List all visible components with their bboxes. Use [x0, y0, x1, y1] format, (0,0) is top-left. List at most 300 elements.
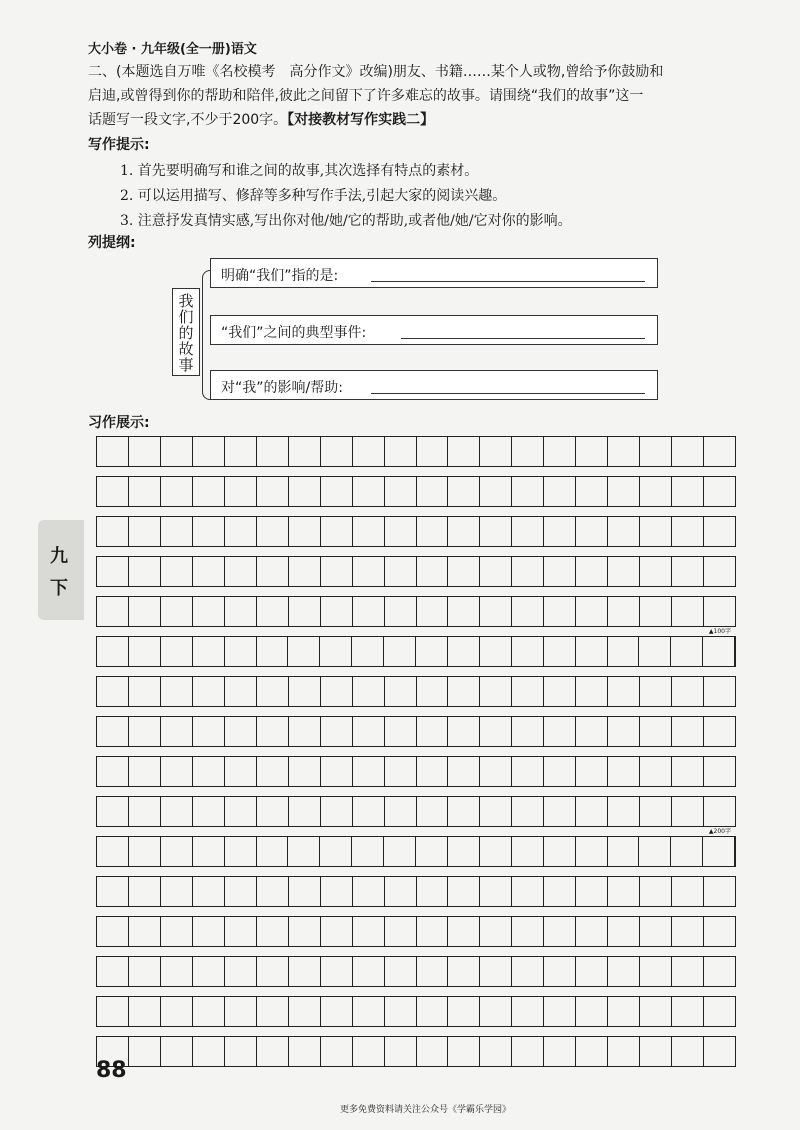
grid-cell[interactable] [193, 917, 225, 946]
grid-cell[interactable] [129, 877, 161, 906]
grid-cell[interactable] [225, 557, 257, 586]
grid-cell[interactable] [225, 677, 257, 706]
grid-cell[interactable] [448, 837, 480, 866]
grid-cell[interactable] [129, 837, 161, 866]
grid-cell[interactable] [257, 437, 289, 466]
grid-cell[interactable] [257, 837, 289, 866]
grid-cell[interactable] [608, 957, 640, 986]
grid-cell[interactable] [448, 1037, 480, 1066]
grid-cell[interactable] [97, 797, 129, 826]
grid-cell[interactable] [448, 557, 480, 586]
grid-cell[interactable] [289, 597, 321, 626]
grid-cell[interactable] [480, 957, 512, 986]
grid-cell[interactable] [385, 557, 417, 586]
grid-cell[interactable] [193, 597, 225, 626]
grid-cell[interactable] [512, 637, 544, 666]
grid-cell[interactable] [225, 597, 257, 626]
outline-box-events[interactable] [210, 315, 658, 345]
grid-cell[interactable] [608, 717, 640, 746]
grid-cell[interactable] [671, 637, 703, 666]
grid-cell[interactable] [161, 1037, 193, 1066]
grid-cell[interactable] [289, 757, 321, 786]
grid-cell[interactable] [576, 517, 608, 546]
grid-cell[interactable] [320, 837, 352, 866]
grid-cell[interactable] [704, 917, 735, 946]
grid-cell[interactable] [321, 797, 353, 826]
grid-cell[interactable] [129, 637, 161, 666]
grid-cell[interactable] [704, 677, 735, 706]
grid-cell[interactable] [321, 557, 353, 586]
grid-cell[interactable] [640, 677, 672, 706]
grid-cell[interactable] [97, 557, 129, 586]
grid-cell[interactable] [161, 717, 193, 746]
grid-cell[interactable] [704, 717, 735, 746]
grid-cell[interactable] [576, 557, 608, 586]
grid-cell[interactable] [448, 917, 480, 946]
grid-cell[interactable] [672, 677, 704, 706]
grid-cell[interactable] [544, 1037, 576, 1066]
grid-cell[interactable] [321, 717, 353, 746]
grid-cell[interactable] [97, 877, 129, 906]
grid-cell[interactable] [480, 597, 512, 626]
grid-cell[interactable] [703, 837, 735, 866]
grid-cell[interactable] [576, 757, 608, 786]
grid-cell[interactable] [640, 517, 672, 546]
grid-cell[interactable] [321, 477, 353, 506]
grid-cell[interactable] [385, 917, 417, 946]
grid-cell[interactable] [193, 837, 225, 866]
grid-cell[interactable] [704, 437, 735, 466]
grid-cell[interactable] [576, 957, 608, 986]
grid-cell[interactable] [480, 637, 512, 666]
grid-cell[interactable] [544, 837, 576, 866]
grid-cell[interactable] [544, 797, 576, 826]
grid-cell[interactable] [385, 597, 417, 626]
grid-cell[interactable] [352, 837, 384, 866]
grid-cell[interactable] [257, 997, 289, 1026]
grid-cell[interactable] [289, 997, 321, 1026]
grid-cell[interactable] [576, 477, 608, 506]
grid-cell[interactable] [161, 997, 193, 1026]
grid-cell[interactable] [576, 1037, 608, 1066]
grid-cell[interactable] [512, 797, 544, 826]
grid-cell[interactable] [193, 677, 225, 706]
grid-cell[interactable] [576, 877, 608, 906]
grid-cell[interactable] [417, 437, 449, 466]
grid-cell[interactable] [129, 677, 161, 706]
grid-cell[interactable] [161, 917, 193, 946]
grid-cell[interactable] [544, 677, 576, 706]
grid-cell[interactable] [384, 837, 416, 866]
grid-cell[interactable] [448, 997, 480, 1026]
grid-cell[interactable] [671, 837, 703, 866]
grid-cell[interactable] [704, 877, 735, 906]
grid-cell[interactable] [385, 677, 417, 706]
grid-cell[interactable] [225, 797, 257, 826]
grid-cell[interactable] [321, 997, 353, 1026]
grid-cell[interactable] [480, 717, 512, 746]
grid-cell[interactable] [672, 557, 704, 586]
grid-cell[interactable] [385, 957, 417, 986]
grid-cell[interactable] [640, 717, 672, 746]
grid-cell[interactable] [512, 717, 544, 746]
grid-cell[interactable] [608, 637, 640, 666]
grid-cell[interactable] [512, 557, 544, 586]
grid-cell[interactable] [161, 637, 193, 666]
grid-cell[interactable] [640, 557, 672, 586]
grid-cell[interactable] [672, 917, 704, 946]
answer-line[interactable] [401, 338, 645, 339]
grid-cell[interactable] [480, 877, 512, 906]
grid-cell[interactable] [608, 797, 640, 826]
grid-cell[interactable] [257, 677, 289, 706]
grid-cell[interactable] [385, 997, 417, 1026]
grid-cell[interactable] [257, 717, 289, 746]
grid-cell[interactable] [353, 757, 385, 786]
grid-cell[interactable] [544, 957, 576, 986]
grid-cell[interactable] [512, 917, 544, 946]
grid-cell[interactable] [193, 717, 225, 746]
grid-cell[interactable] [289, 877, 321, 906]
grid-cell[interactable] [480, 1037, 512, 1066]
grid-cell[interactable] [704, 957, 735, 986]
grid-cell[interactable] [289, 957, 321, 986]
grid-cell[interactable] [289, 1037, 321, 1066]
grid-cell[interactable] [161, 957, 193, 986]
grid-cell[interactable] [225, 757, 257, 786]
grid-cell[interactable] [512, 517, 544, 546]
grid-cell[interactable] [608, 517, 640, 546]
grid-cell[interactable] [480, 437, 512, 466]
grid-cell[interactable] [640, 997, 672, 1026]
grid-cell[interactable] [225, 877, 257, 906]
grid-cell[interactable] [321, 677, 353, 706]
grid-cell[interactable] [672, 957, 704, 986]
grid-cell[interactable] [129, 957, 161, 986]
grid-cell[interactable] [161, 517, 193, 546]
grid-cell[interactable] [608, 1037, 640, 1066]
grid-cell[interactable] [225, 717, 257, 746]
grid-cell[interactable] [672, 437, 704, 466]
grid-cell[interactable] [257, 477, 289, 506]
grid-cell[interactable] [544, 597, 576, 626]
grid-cell[interactable] [161, 477, 193, 506]
grid-cell[interactable] [385, 717, 417, 746]
grid-cell[interactable] [512, 837, 544, 866]
grid-cell[interactable] [704, 1037, 735, 1066]
grid-cell[interactable] [161, 757, 193, 786]
grid-cell[interactable] [640, 597, 672, 626]
grid-cell[interactable] [321, 517, 353, 546]
grid-cell[interactable] [193, 997, 225, 1026]
grid-cell[interactable] [480, 997, 512, 1026]
grid-cell[interactable] [321, 757, 353, 786]
grid-cell[interactable] [480, 917, 512, 946]
grid-cell[interactable] [257, 637, 289, 666]
writing-grid[interactable] [96, 436, 736, 1076]
grid-cell[interactable] [97, 637, 129, 666]
grid-cell[interactable] [576, 797, 608, 826]
grid-cell[interactable] [225, 1037, 257, 1066]
grid-cell[interactable] [704, 997, 735, 1026]
grid-cell[interactable] [608, 597, 640, 626]
grid-cell[interactable] [257, 517, 289, 546]
grid-cell[interactable] [512, 757, 544, 786]
grid-cell[interactable] [448, 957, 480, 986]
grid-cell[interactable] [544, 557, 576, 586]
grid-cell[interactable] [97, 517, 129, 546]
grid-cell[interactable] [288, 837, 320, 866]
grid-cell[interactable] [129, 597, 161, 626]
grid-cell[interactable] [257, 797, 289, 826]
grid-cell[interactable] [672, 717, 704, 746]
grid-cell[interactable] [161, 677, 193, 706]
grid-cell[interactable] [289, 917, 321, 946]
grid-cell[interactable] [639, 837, 671, 866]
grid-cell[interactable] [129, 757, 161, 786]
grid-cell[interactable] [672, 1037, 704, 1066]
grid-cell[interactable] [417, 757, 449, 786]
grid-cell[interactable] [608, 437, 640, 466]
grid-cell[interactable] [512, 477, 544, 506]
grid-cell[interactable] [129, 437, 161, 466]
grid-cell[interactable] [129, 1037, 161, 1066]
grid-cell[interactable] [417, 477, 449, 506]
grid-cell[interactable] [289, 477, 321, 506]
grid-cell[interactable] [353, 437, 385, 466]
grid-cell[interactable] [97, 677, 129, 706]
grid-cell[interactable] [448, 877, 480, 906]
grid-cell[interactable] [544, 877, 576, 906]
grid-cell[interactable] [608, 917, 640, 946]
grid-cell[interactable] [321, 597, 353, 626]
grid-cell[interactable] [321, 957, 353, 986]
grid-cell[interactable] [257, 757, 289, 786]
grid-cell[interactable] [417, 717, 449, 746]
grid-cell[interactable] [161, 837, 193, 866]
grid-cell[interactable] [225, 917, 257, 946]
grid-cell[interactable] [704, 517, 735, 546]
grid-cell[interactable] [353, 877, 385, 906]
grid-cell[interactable] [640, 917, 672, 946]
grid-cell[interactable] [289, 437, 321, 466]
grid-cell[interactable] [193, 757, 225, 786]
grid-cell[interactable] [640, 437, 672, 466]
grid-cell[interactable] [640, 477, 672, 506]
grid-cell[interactable] [576, 677, 608, 706]
grid-cell[interactable] [704, 477, 735, 506]
grid-cell[interactable] [576, 917, 608, 946]
outline-box-impact[interactable] [210, 370, 658, 400]
grid-cell[interactable] [385, 477, 417, 506]
grid-cell[interactable] [289, 677, 321, 706]
grid-cell[interactable] [417, 677, 449, 706]
grid-cell[interactable] [608, 757, 640, 786]
grid-cell[interactable] [544, 477, 576, 506]
grid-cell[interactable] [448, 637, 480, 666]
grid-cell[interactable] [512, 677, 544, 706]
grid-cell[interactable] [193, 517, 225, 546]
grid-cell[interactable] [448, 677, 480, 706]
grid-cell[interactable] [640, 877, 672, 906]
grid-cell[interactable] [193, 477, 225, 506]
grid-cell[interactable] [288, 637, 320, 666]
grid-cell[interactable] [417, 597, 449, 626]
grid-cell[interactable] [97, 957, 129, 986]
grid-cell[interactable] [353, 557, 385, 586]
grid-cell[interactable] [576, 717, 608, 746]
grid-cell[interactable] [225, 517, 257, 546]
grid-cell[interactable] [672, 797, 704, 826]
grid-cell[interactable] [321, 917, 353, 946]
grid-cell[interactable] [448, 437, 480, 466]
grid-cell[interactable] [97, 477, 129, 506]
grid-cell[interactable] [97, 757, 129, 786]
grid-cell[interactable] [704, 757, 735, 786]
grid-cell[interactable] [448, 517, 480, 546]
grid-cell[interactable] [289, 557, 321, 586]
grid-cell[interactable] [353, 517, 385, 546]
grid-cell[interactable] [353, 997, 385, 1026]
grid-cell[interactable] [161, 797, 193, 826]
grid-cell[interactable] [225, 957, 257, 986]
grid-cell[interactable] [608, 477, 640, 506]
grid-cell[interactable] [672, 597, 704, 626]
grid-cell[interactable] [512, 1037, 544, 1066]
grid-cell[interactable] [193, 437, 225, 466]
grid-cell[interactable] [97, 717, 129, 746]
grid-cell[interactable] [385, 797, 417, 826]
grid-cell[interactable] [480, 757, 512, 786]
grid-cell[interactable] [417, 517, 449, 546]
grid-cell[interactable] [512, 597, 544, 626]
grid-cell[interactable] [672, 997, 704, 1026]
grid-cell[interactable] [129, 517, 161, 546]
grid-cell[interactable] [544, 517, 576, 546]
grid-cell[interactable] [480, 797, 512, 826]
grid-cell[interactable] [480, 477, 512, 506]
grid-cell[interactable] [640, 797, 672, 826]
grid-cell[interactable] [640, 957, 672, 986]
grid-cell[interactable] [193, 637, 225, 666]
grid-cell[interactable] [417, 797, 449, 826]
grid-cell[interactable] [576, 997, 608, 1026]
grid-cell[interactable] [385, 757, 417, 786]
grid-cell[interactable] [225, 837, 257, 866]
grid-cell[interactable] [544, 437, 576, 466]
grid-cell[interactable] [225, 997, 257, 1026]
grid-cell[interactable] [385, 877, 417, 906]
grid-cell[interactable] [576, 437, 608, 466]
grid-cell[interactable] [353, 957, 385, 986]
grid-cell[interactable] [129, 717, 161, 746]
grid-cell[interactable] [353, 717, 385, 746]
answer-line[interactable] [371, 393, 645, 394]
grid-cell[interactable] [161, 437, 193, 466]
grid-cell[interactable] [448, 477, 480, 506]
grid-cell[interactable] [512, 957, 544, 986]
grid-cell[interactable] [353, 917, 385, 946]
grid-cell[interactable] [193, 1037, 225, 1066]
grid-cell[interactable] [704, 597, 735, 626]
grid-cell[interactable] [321, 877, 353, 906]
grid-cell[interactable] [448, 597, 480, 626]
grid-cell[interactable] [257, 557, 289, 586]
grid-cell[interactable] [672, 877, 704, 906]
grid-cell[interactable] [353, 677, 385, 706]
grid-cell[interactable] [289, 717, 321, 746]
grid-cell[interactable] [608, 837, 640, 866]
grid-cell[interactable] [416, 637, 448, 666]
grid-cell[interactable] [97, 917, 129, 946]
grid-cell[interactable] [320, 637, 352, 666]
grid-cell[interactable] [129, 917, 161, 946]
grid-cell[interactable] [161, 597, 193, 626]
grid-cell[interactable] [417, 877, 449, 906]
answer-line[interactable] [371, 281, 645, 282]
grid-cell[interactable] [448, 797, 480, 826]
grid-cell[interactable] [97, 597, 129, 626]
grid-cell[interactable] [289, 517, 321, 546]
grid-cell[interactable] [544, 717, 576, 746]
grid-cell[interactable] [352, 637, 384, 666]
grid-cell[interactable] [129, 797, 161, 826]
grid-cell[interactable] [225, 477, 257, 506]
grid-cell[interactable] [257, 597, 289, 626]
grid-cell[interactable] [544, 917, 576, 946]
grid-cell[interactable] [417, 957, 449, 986]
grid-cell[interactable] [161, 877, 193, 906]
grid-cell[interactable] [417, 557, 449, 586]
grid-cell[interactable] [193, 797, 225, 826]
grid-cell[interactable] [385, 437, 417, 466]
grid-cell[interactable] [576, 837, 608, 866]
grid-cell[interactable] [480, 557, 512, 586]
grid-cell[interactable] [448, 757, 480, 786]
grid-cell[interactable] [608, 877, 640, 906]
grid-cell[interactable] [703, 637, 735, 666]
grid-cell[interactable] [576, 597, 608, 626]
grid-cell[interactable] [97, 997, 129, 1026]
grid-cell[interactable] [257, 917, 289, 946]
grid-cell[interactable] [544, 637, 576, 666]
grid-cell[interactable] [129, 557, 161, 586]
grid-cell[interactable] [417, 1037, 449, 1066]
grid-cell[interactable] [129, 997, 161, 1026]
grid-cell[interactable] [639, 637, 671, 666]
grid-cell[interactable] [353, 1037, 385, 1066]
grid-cell[interactable] [480, 677, 512, 706]
grid-cell[interactable] [544, 997, 576, 1026]
grid-cell[interactable] [257, 877, 289, 906]
grid-cell[interactable] [385, 517, 417, 546]
grid-cell[interactable] [640, 1037, 672, 1066]
grid-cell[interactable] [321, 1037, 353, 1066]
grid-cell[interactable] [704, 557, 735, 586]
grid-cell[interactable] [257, 957, 289, 986]
grid-cell[interactable] [704, 797, 735, 826]
grid-cell[interactable] [544, 757, 576, 786]
grid-cell[interactable] [576, 637, 608, 666]
grid-cell[interactable] [672, 757, 704, 786]
grid-cell[interactable] [640, 757, 672, 786]
grid-cell[interactable] [225, 437, 257, 466]
grid-cell[interactable] [512, 877, 544, 906]
grid-cell[interactable] [608, 677, 640, 706]
grid-cell[interactable] [97, 437, 129, 466]
grid-cell[interactable] [417, 917, 449, 946]
grid-cell[interactable] [608, 557, 640, 586]
